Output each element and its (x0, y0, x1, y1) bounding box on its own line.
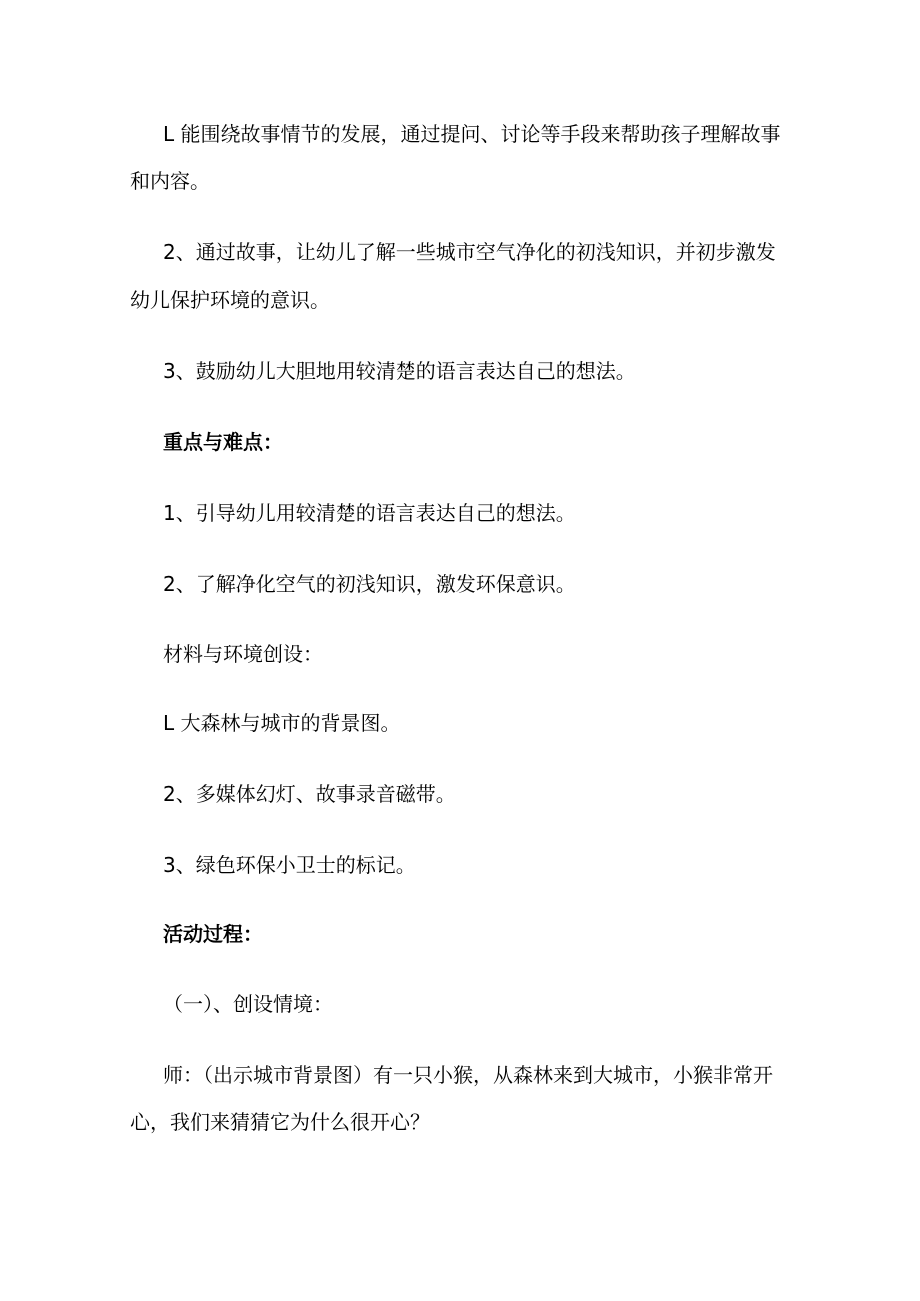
key-point-2: 2、了解净化空气的初浅知识，激发环保意识。 (163, 572, 576, 596)
process-step-1-heading: （一）、创设情境： (163, 992, 333, 1016)
material-2: 2、多媒体幻灯、故事录音磁带。 (163, 782, 456, 806)
teacher-line-1: 师：（出示城市背景图）有一只小猴，从森林来到大城市，小猴非常开 (163, 1063, 773, 1087)
objective-1-line-2: 和内容。 (130, 169, 210, 193)
key-point-1: 1、引导幼儿用较清楚的语言表达自己的想法。 (163, 501, 576, 525)
materials-heading: 材料与环境创设： (163, 642, 323, 666)
material-1: L 大森林与城市的背景图。 (163, 711, 401, 735)
teacher-line-2: 心，我们来猜猜它为什么很开心？ (130, 1110, 430, 1134)
key-points-heading: 重点与难点： (163, 430, 283, 454)
objective-1-line-1: L 能围绕故事情节的发展，通过提问、讨论等手段来帮助孩子理解故事 (163, 122, 781, 146)
objective-2-line-1: 2、通过故事，让幼儿了解一些城市空气净化的初浅知识，并初步激发 (163, 240, 776, 264)
objective-2-line-2: 幼儿保护环境的意识。 (130, 288, 330, 312)
material-3: 3、绿色环保小卫士的标记。 (163, 853, 416, 877)
process-heading: 活动过程： (163, 922, 263, 946)
objective-3: 3、鼓励幼儿大胆地用较清楚的语言表达自己的想法。 (163, 359, 636, 383)
